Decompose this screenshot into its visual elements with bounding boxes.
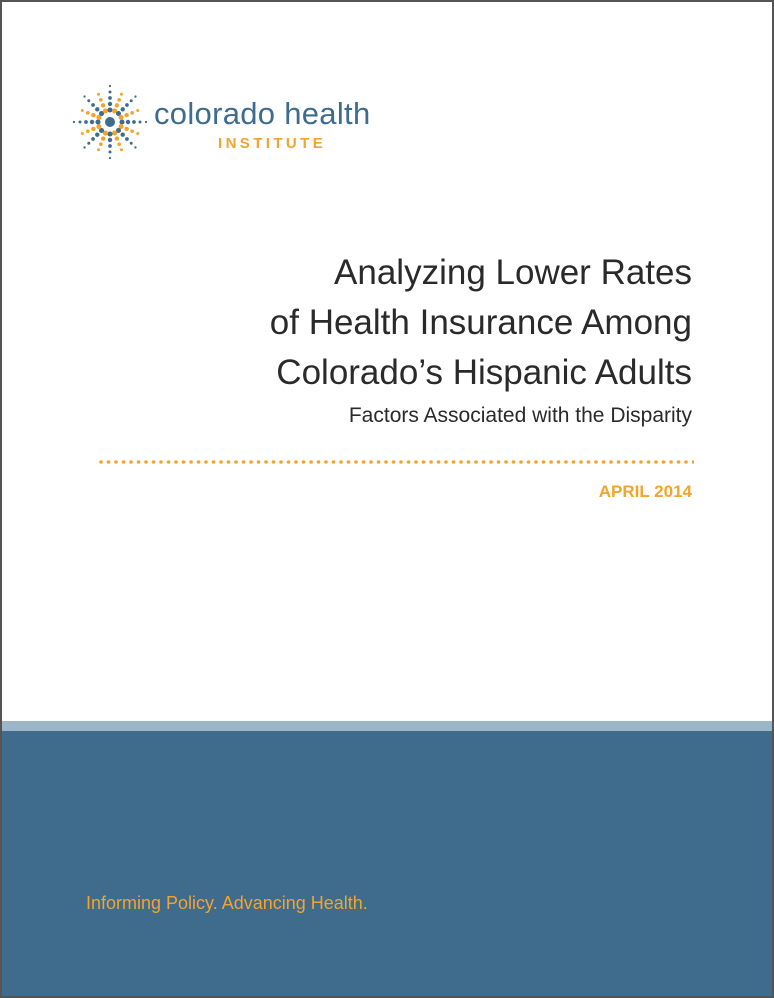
footer-tagline: Informing Policy. Advancing Health. <box>86 893 368 913</box>
report-title-line-2: of Health Insurance Among <box>269 303 692 342</box>
report-title-block <box>92 248 692 428</box>
publication-date: APRIL 2014 <box>598 482 692 501</box>
footer-accent-band <box>2 721 772 731</box>
organization-logo <box>72 84 432 164</box>
logo-name: colorado health <box>154 96 371 131</box>
report-title-line-3: Colorado’s Hispanic Adults <box>276 353 692 392</box>
report-subtitle: Factors Associated with the Disparity <box>348 404 692 427</box>
report-title-line-1: Analyzing Lower Rates <box>334 253 692 292</box>
dotted-divider <box>98 459 694 465</box>
footer-band <box>2 731 772 996</box>
starburst-logo-icon <box>72 84 148 160</box>
logo-subtitle: INSTITUTE <box>218 135 327 152</box>
